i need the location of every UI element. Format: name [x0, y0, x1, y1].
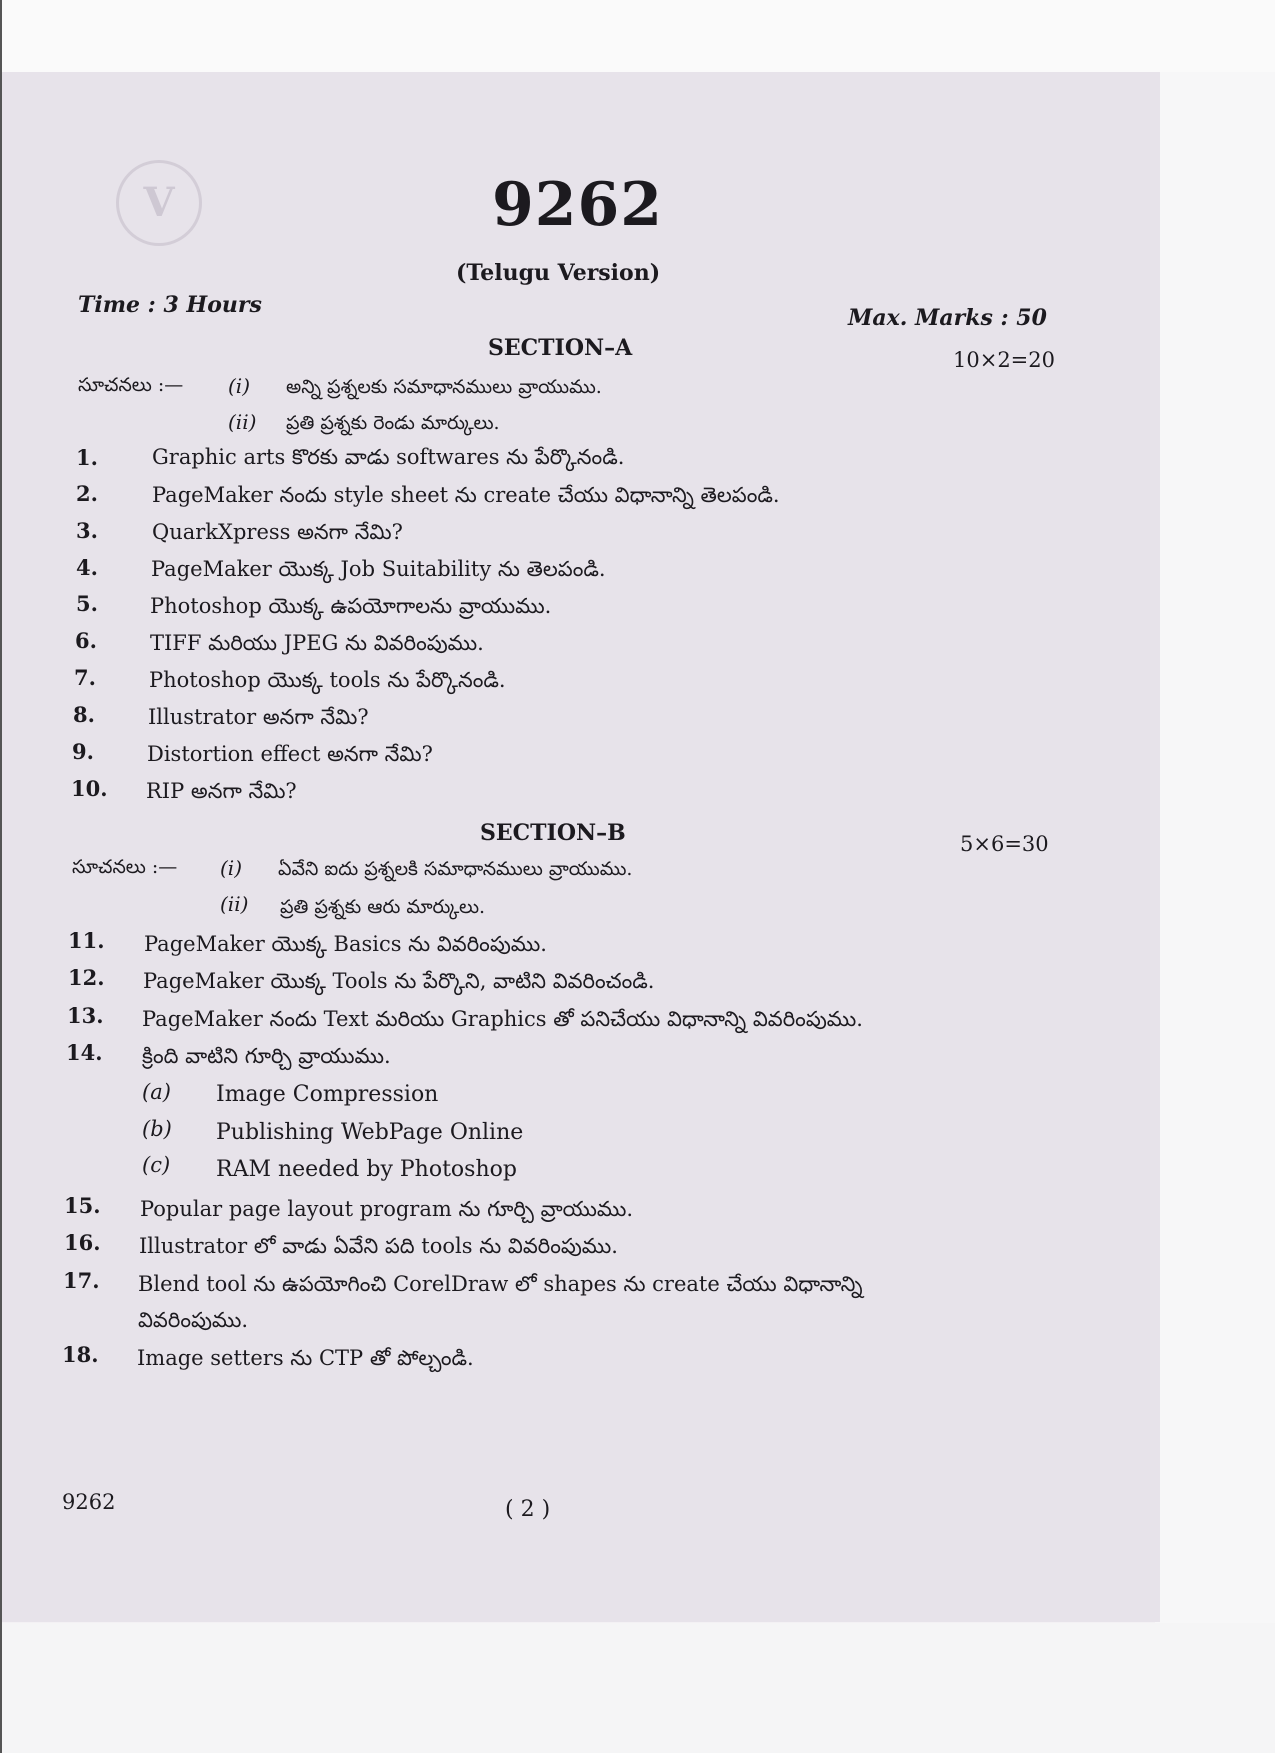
question-number: 10. [71, 776, 108, 801]
question-text: PageMaker నందు Text మరియు Graphics తో పనిచేయు విధానాన్ని వివరింపుము. [142, 1007, 863, 1031]
subpart-text: Publishing WebPage Online [216, 1120, 524, 1145]
question-text: Blend tool ను ఉపయోగించి CorelDraw లో shapes ను create చేయు విధానాన్ని [138, 1272, 863, 1296]
question-text: PageMaker నందు style sheet ను create చేయు విధానాన్ని తెలపండి. [152, 483, 780, 507]
question-number: 11. [68, 928, 105, 953]
section-b-note-text: ప్రతి ప్రశ్నకు ఆరు మార్కులు. [280, 896, 486, 918]
question-number: 13. [67, 1003, 104, 1028]
question-number: 18. [62, 1342, 99, 1367]
question-text: Popular page layout program ను గూర్చి వ్రాయుము. [140, 1197, 634, 1221]
footer-paper-code: 9262 [62, 1490, 116, 1514]
question-text: Photoshop యొక్క ఉపయోగాలను వ్రాయుము. [150, 594, 552, 618]
question-number: 17. [63, 1268, 100, 1293]
section-a-note-roman: (i) [228, 374, 251, 398]
question-text: Photoshop యొక్క tools ను పేర్కొనండి. [149, 668, 506, 692]
question-text: Distortion effect అనగా నేమి? [147, 742, 433, 766]
section-a-marks: 10×2=20 [953, 348, 1055, 372]
section-b-note-text: ఏవేని ఐదు ప్రశ్నలకి సమాధానములు వ్రాయుము. [278, 858, 633, 880]
time-allowed: Time : 3 Hours [78, 292, 262, 318]
question-text: TIFF మరియు JPEG ను వివరింపుము. [150, 631, 484, 655]
paper-code: 9262 [492, 170, 663, 240]
question-number: 1. [76, 445, 98, 470]
max-marks: Max. Marks : 50 [848, 305, 1047, 331]
question-text: RIP అనగా నేమి? [146, 779, 297, 803]
question-text: క్రింది వాటిని గూర్చి వ్రాయుము. [142, 1044, 391, 1068]
scan-margin-bottom [0, 1623, 1275, 1753]
question-number: 5. [76, 591, 98, 616]
question-number: 2. [76, 481, 98, 506]
section-a-note-text: అన్ని ప్రశ్నలకు సమాధానములు వ్రాయుము. [286, 376, 602, 398]
subpart-letter: (b) [142, 1117, 172, 1141]
section-a-note-label: సూచనలు :— [78, 374, 184, 396]
section-a-note-roman: (ii) [228, 410, 257, 434]
section-b-note-roman: (ii) [220, 892, 249, 916]
subpart-letter: (a) [142, 1080, 171, 1104]
question-number: 16. [64, 1230, 101, 1255]
subpart-text: Image Compression [216, 1082, 439, 1107]
version-label: (Telugu Version) [456, 260, 661, 286]
watermark-seal: V [116, 160, 202, 246]
question-text: Image setters ను CTP తో పోల్చండి. [137, 1346, 474, 1370]
question-number: 14. [66, 1040, 103, 1065]
question-number: 9. [72, 739, 94, 764]
question-text-continued: వివరింపుము. [138, 1308, 249, 1332]
question-text: PageMaker యొక్క Job Suitability ను తెలపండి. [151, 557, 606, 581]
section-b-note-label: సూచనలు :— [72, 856, 178, 878]
subpart-text: RAM needed by Photoshop [216, 1157, 517, 1182]
question-text: Graphic arts కొరకు వాడు softwares ను పేర్కొనండి. [152, 445, 625, 469]
scan-edge-line [0, 0, 2, 1753]
question-number: 4. [76, 555, 98, 580]
page-number: ( 2 ) [505, 1497, 551, 1522]
question-text: Illustrator అనగా నేమి? [148, 705, 369, 729]
question-number: 8. [73, 702, 95, 727]
section-a-note-text: ప్రతి ప్రశ్నకు రెండు మార్కులు. [286, 412, 500, 434]
question-text: PageMaker యొక్క Tools ను పేర్కొని, వాటిని వివరించండి. [143, 969, 655, 993]
subpart-letter: (c) [142, 1153, 171, 1177]
question-text: QuarkXpress అనగా నేమి? [152, 520, 403, 544]
section-a-title: SECTION–A [488, 335, 633, 361]
question-text: PageMaker యొక్క Basics ను వివరింపుము. [144, 932, 547, 956]
question-number: 3. [76, 518, 98, 543]
section-b-marks: 5×6=30 [960, 832, 1049, 856]
question-number: 6. [75, 628, 97, 653]
question-number: 7. [74, 665, 96, 690]
scan-margin-top [0, 0, 1275, 72]
section-b-note-roman: (i) [220, 856, 243, 880]
question-text: Illustrator లో వాడు ఏవేని పది tools ను వివరింపుము. [139, 1234, 618, 1258]
scan-margin-right [1155, 72, 1275, 1632]
question-number: 15. [64, 1193, 101, 1218]
question-number: 12. [68, 965, 105, 990]
section-b-title: SECTION–B [480, 820, 626, 846]
